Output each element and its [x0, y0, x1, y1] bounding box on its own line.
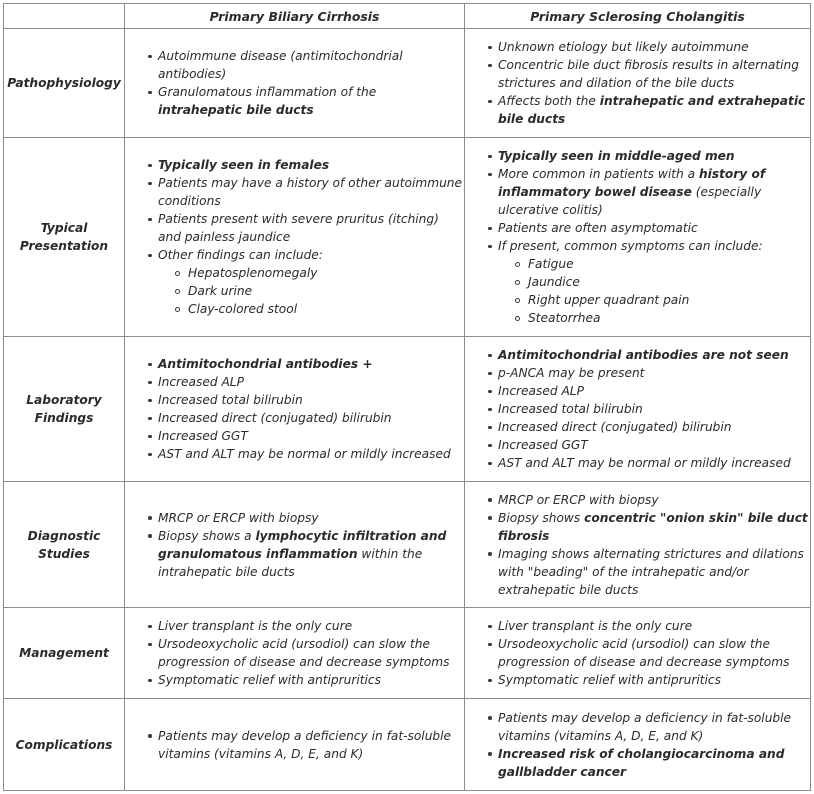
list-item	[498, 165, 810, 219]
text: AST and ALT may be normal or mildly increased	[498, 456, 791, 470]
bold-text: Antimitochondrial antibodies are not seen	[498, 348, 789, 362]
list-item	[158, 509, 464, 527]
list-item	[498, 382, 810, 400]
list-item	[158, 47, 464, 83]
bullet-list	[125, 617, 464, 689]
cell-psc	[465, 608, 811, 699]
bullet-list	[465, 346, 810, 472]
list-item	[498, 56, 810, 92]
text: Concentric bile duct fibrosis results in alternating strictures and dilation of the bile ducts	[498, 58, 800, 90]
text: within the intrahepatic bile ducts	[158, 546, 423, 579]
sub-list-item: Clay-colored stool	[188, 300, 464, 318]
list-item	[158, 83, 464, 119]
cell-pbc	[125, 699, 465, 791]
list-item	[158, 527, 464, 581]
list-item	[498, 219, 810, 237]
text: Increased direct (conjugated) bilirubin	[498, 420, 732, 434]
text: Increased GGT	[498, 438, 588, 452]
text: Patients may develop a deficiency in fat-soluble vitamins (vitamins A, D, E, and K)	[158, 728, 452, 761]
bullet-list	[465, 491, 810, 599]
cell-pbc	[125, 29, 465, 138]
cell-pbc	[125, 337, 465, 482]
list-item	[498, 38, 810, 56]
list-item	[498, 635, 810, 671]
text: Increased ALP	[498, 384, 584, 398]
text: Patients are often asymptomatic	[498, 221, 698, 235]
cell-psc	[465, 482, 811, 608]
cell-psc	[465, 699, 811, 791]
sub-list-item: Jaundice	[528, 273, 810, 291]
sub-list	[498, 255, 810, 327]
text: Biopsy shows a	[158, 528, 256, 543]
bold-text: Increased risk of cholangiocarcinoma and gallbladder cancer	[498, 746, 785, 779]
row-header: Management	[4, 608, 125, 699]
bold-text: Typically seen in middle-aged men	[498, 149, 735, 163]
list-item	[158, 409, 464, 427]
bullet-list	[465, 617, 810, 689]
sub-list	[158, 264, 464, 318]
text: If present, common symptoms can include:	[498, 239, 763, 253]
text: Symptomatic relief with antipruritics	[158, 673, 381, 687]
text: Liver transplant is the only cure	[498, 619, 693, 633]
sub-list-item: Right upper quadrant pain	[528, 291, 810, 309]
list-item	[498, 418, 810, 436]
sub-list-item: Steatorrhea	[528, 309, 810, 327]
bullet-list	[125, 355, 464, 463]
cell-pbc	[125, 608, 465, 699]
text: Increased ALP	[158, 375, 244, 389]
list-item	[158, 445, 464, 463]
list-item	[498, 436, 810, 454]
list-item	[158, 727, 464, 763]
list-item	[498, 745, 810, 781]
text: Unknown etiology but likely autoimmune	[498, 40, 749, 54]
bullet-list	[125, 47, 464, 119]
table-row	[4, 138, 811, 337]
text: Symptomatic relief with antipruritics	[498, 673, 721, 687]
row-header: Complications	[4, 699, 125, 791]
row-header: Laboratory Findings	[4, 337, 125, 482]
text: Increased GGT	[158, 429, 248, 443]
row-header: Pathophysiology	[4, 29, 125, 138]
text: MRCP or ERCP with biopsy	[498, 492, 659, 507]
list-item	[498, 147, 810, 165]
corner-header	[4, 4, 125, 29]
list-item	[498, 400, 810, 418]
text: Granulomatous inflammation of the	[158, 85, 377, 99]
list-item	[498, 454, 810, 472]
bullet-list	[125, 727, 464, 763]
table-row	[4, 608, 811, 699]
list-item	[158, 174, 464, 210]
table-row	[4, 337, 811, 482]
text: Patients may have a history of other autoimmune conditions	[158, 176, 463, 208]
text: Ursodeoxycholic acid (ursodiol) can slow the progression of disease and decrease symptoms	[498, 637, 790, 669]
header-row	[4, 4, 811, 29]
list-item	[158, 427, 464, 445]
list-item	[158, 635, 464, 671]
column-header-psc: Primary Sclerosing Cholangitis	[465, 4, 811, 29]
list-item	[158, 210, 464, 246]
table-row	[4, 699, 811, 791]
bullet-list	[125, 509, 464, 581]
sub-list-item: Hepatosplenomegaly	[188, 264, 464, 282]
bold-text: concentric "onion skin" bile duct fibrosis	[498, 510, 808, 543]
bullet-list	[465, 38, 810, 128]
table-row	[4, 482, 811, 608]
row-header: Typical Presentation	[4, 138, 125, 337]
list-item	[498, 617, 810, 635]
text: Ursodeoxycholic acid (ursodiol) can slow the progression of disease and decrease symptoms	[158, 637, 450, 669]
text: Imaging shows alternating strictures and dilations with "beading" of the intrahepatic and/or extrahepatic bile ducts	[498, 546, 804, 597]
text: Increased total bilirubin	[498, 402, 643, 416]
sub-list-item: Fatigue	[528, 255, 810, 273]
list-item	[498, 709, 810, 745]
text: p-ANCA may be present	[498, 366, 645, 380]
sub-list-item: Dark urine	[188, 282, 464, 300]
text: Liver transplant is the only cure	[158, 619, 353, 633]
list-item	[498, 671, 810, 689]
column-header-pbc: Primary Biliary Cirrhosis	[125, 4, 465, 29]
bold-text: intrahepatic and extrahepatic bile ducts	[498, 94, 806, 126]
bold-text: intrahepatic bile ducts	[158, 103, 314, 117]
list-item	[498, 509, 810, 545]
text: Increased total bilirubin	[158, 393, 303, 407]
list-item	[158, 373, 464, 391]
bold-text: lymphocytic infiltration and granulomatous inflammation	[158, 528, 447, 561]
list-item	[498, 346, 810, 364]
text: AST and ALT may be normal or mildly increased	[158, 447, 451, 461]
text: (especially ulcerative colitis)	[498, 185, 762, 217]
text: Increased direct (conjugated) bilirubin	[158, 411, 392, 425]
text: MRCP or ERCP with biopsy	[158, 510, 319, 525]
table-row	[4, 29, 811, 138]
bullet-list	[125, 156, 464, 318]
list-item	[498, 364, 810, 382]
list-item	[498, 92, 810, 128]
bold-text: Antimitochondrial antibodies +	[158, 357, 373, 371]
list-item	[498, 237, 810, 327]
bold-text: history of inflammatory bowel disease	[498, 167, 766, 199]
list-item	[158, 671, 464, 689]
comparison-table	[3, 3, 811, 791]
bullet-list	[465, 147, 810, 327]
list-item	[158, 355, 464, 373]
list-item	[158, 391, 464, 409]
text: Autoimmune disease (antimitochondrial antibodies)	[158, 49, 403, 81]
cell-psc	[465, 138, 811, 337]
text: Other findings can include:	[158, 248, 323, 262]
list-item	[158, 246, 464, 318]
cell-pbc	[125, 482, 465, 608]
row-header: Diagnostic Studies	[4, 482, 125, 608]
list-item	[498, 491, 810, 509]
list-item	[158, 617, 464, 635]
list-item	[158, 156, 464, 174]
text: Patients may develop a deficiency in fat-soluble vitamins (vitamins A, D, E, and K)	[498, 710, 792, 743]
cell-psc	[465, 337, 811, 482]
list-item	[498, 545, 810, 599]
text: Affects both the	[498, 94, 600, 108]
bullet-list	[465, 709, 810, 781]
bold-text: Typically seen in females	[158, 158, 330, 172]
text: More common in patients with a	[498, 167, 699, 181]
cell-psc	[465, 29, 811, 138]
text: Biopsy shows	[498, 510, 585, 525]
cell-pbc	[125, 138, 465, 337]
text: Patients present with severe pruritus (itching) and painless jaundice	[158, 212, 439, 244]
